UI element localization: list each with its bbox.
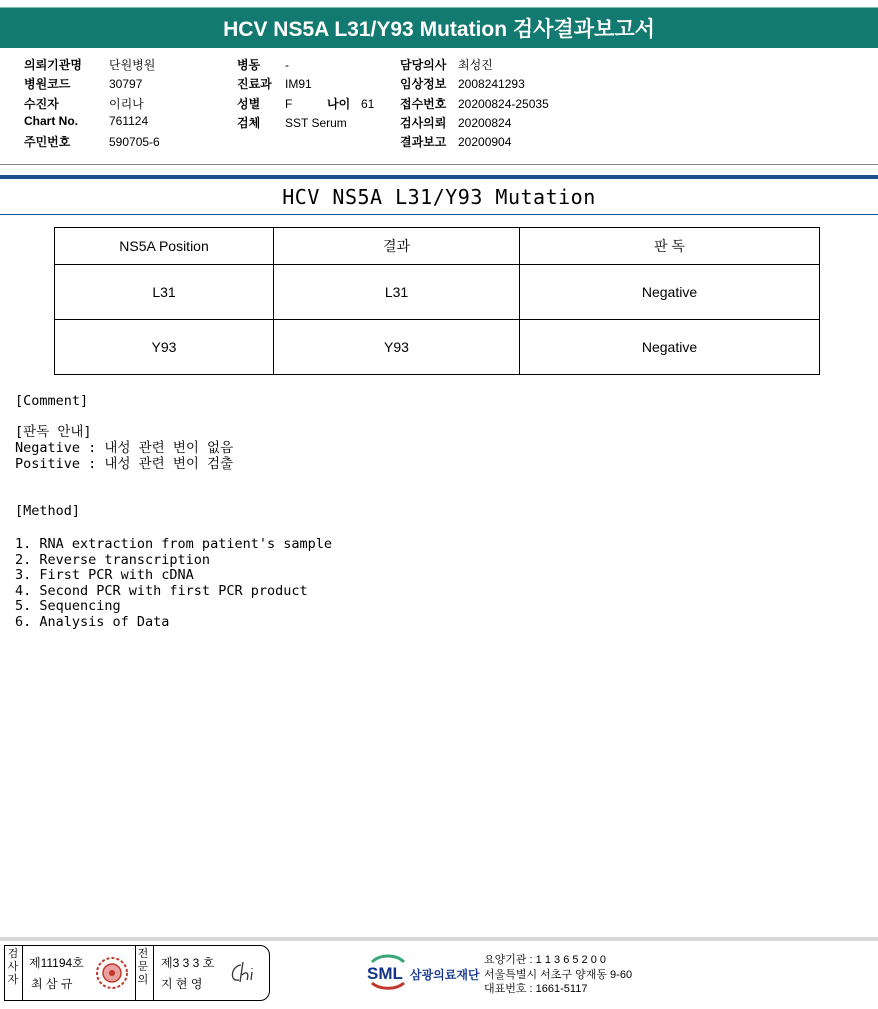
sml-logo-icon xyxy=(366,952,408,992)
info-row xyxy=(237,95,374,114)
info-row xyxy=(24,133,160,152)
age-label: 나이 xyxy=(327,96,351,111)
comment-heading: [Comment] xyxy=(15,393,89,409)
cell-interpretation: Negative xyxy=(520,265,820,320)
signature-icon xyxy=(227,960,265,986)
table-row xyxy=(55,320,820,375)
guide-line: Positive : 내성 관련 변이 검출 xyxy=(15,456,234,472)
examiner-label xyxy=(6,946,20,1000)
info-row xyxy=(400,114,549,133)
divider-blue xyxy=(0,175,878,179)
method-step: 6. Analysis of Data xyxy=(15,614,170,630)
specialist-number: 제3 3 3 호 xyxy=(161,956,215,970)
cell-position: L31 xyxy=(55,265,274,320)
info-label: 수진자 xyxy=(24,96,59,111)
header-interpretation: 판 독 xyxy=(520,228,820,265)
test-title: HCV NS5A L31/Y93 Mutation xyxy=(282,185,596,209)
method-step: 1. RNA extraction from patient's sample xyxy=(15,536,332,552)
age-value: 61 xyxy=(361,96,375,111)
patient-info-col2 xyxy=(237,56,374,133)
org-name: 삼광의료재단 xyxy=(410,968,480,982)
method-step: 5. Sequencing xyxy=(15,598,121,615)
info-value: 30797 xyxy=(109,77,143,92)
info-row xyxy=(237,75,374,94)
examiner-name: 최 삼 규 xyxy=(31,977,73,991)
info-value: 761124 xyxy=(109,113,149,128)
report-title: HCV NS5A L31/Y93 Mutation 검사결과보고서 xyxy=(0,7,878,48)
info-value: SST Serum xyxy=(285,115,347,130)
method-step: 3. First PCR with cDNA xyxy=(15,567,194,584)
method-heading: [Method] xyxy=(15,503,81,519)
info-row xyxy=(24,114,160,133)
divider xyxy=(22,946,23,1000)
info-label: 검사의뢰 xyxy=(400,115,447,130)
info-value: F xyxy=(285,96,293,111)
specialist-label-text: 전문의 xyxy=(137,948,149,986)
method-step: 4. Second PCR with first PCR product xyxy=(15,582,308,599)
info-label: 주민번호 xyxy=(24,135,71,150)
footer-divider xyxy=(0,937,878,941)
table-row xyxy=(55,265,820,320)
info-label: 성별 xyxy=(237,96,261,111)
info-value: 20200824-25035 xyxy=(458,96,549,111)
info-row xyxy=(24,75,160,94)
org-info xyxy=(484,953,632,997)
info-label: Chart No. xyxy=(24,113,78,128)
info-value: - xyxy=(285,58,289,72)
org-line: 요양기관 : 1 1 3 6 5 2 0 0 xyxy=(484,954,607,966)
cell-interpretation: Negative xyxy=(520,320,820,375)
info-label: 병원코드 xyxy=(24,77,71,92)
info-label: 임상정보 xyxy=(400,77,447,92)
specialist-name: 지 현 영 xyxy=(161,977,203,991)
divider-blue-thin xyxy=(0,214,878,215)
result-table xyxy=(54,227,820,375)
info-label: 의뢰기관명 xyxy=(24,58,82,72)
info-value: 20200904 xyxy=(458,135,512,150)
info-value: 590705-6 xyxy=(109,135,160,150)
info-label: 접수번호 xyxy=(400,96,447,111)
info-row xyxy=(400,133,549,152)
specialist-label xyxy=(136,946,150,1000)
info-row xyxy=(400,95,549,114)
header-position: NS5A Position xyxy=(55,228,274,265)
info-value: IM91 xyxy=(285,77,312,92)
signature-box xyxy=(4,945,270,1001)
info-label: 검체 xyxy=(237,115,261,130)
header-result: 결과 xyxy=(274,228,520,265)
info-label: 진료과 xyxy=(237,77,272,92)
cell-position: Y93 xyxy=(55,320,274,375)
cell-result: Y93 xyxy=(274,320,520,375)
info-value: 20200824 xyxy=(458,115,512,130)
guide-line: Negative : 내성 관련 변이 없음 xyxy=(15,440,234,456)
info-label: 병동 xyxy=(237,58,261,72)
info-label: 결과보고 xyxy=(400,135,447,150)
examiner-label-text: 검사자 xyxy=(7,948,19,986)
info-label: 담당의사 xyxy=(400,58,447,72)
info-row xyxy=(400,75,549,94)
info-row xyxy=(24,56,160,75)
info-value: 단원병원 xyxy=(109,58,156,72)
info-value: 최성진 xyxy=(458,58,493,72)
patient-info-col1 xyxy=(24,56,160,152)
table-header-row xyxy=(55,228,820,265)
method-step: 2. Reverse transcription xyxy=(15,551,211,568)
org-line: 대표번호 : 1661-5117 xyxy=(484,983,588,995)
patient-info-col3 xyxy=(400,56,549,152)
logo-text: SML xyxy=(367,964,403,983)
divider xyxy=(153,946,154,1000)
info-row xyxy=(237,56,374,75)
info-row xyxy=(237,114,374,133)
info-row xyxy=(24,95,160,114)
info-value: 2008241293 xyxy=(458,77,525,92)
seal-icon xyxy=(93,954,131,992)
examiner-number: 제11194호 xyxy=(29,956,84,970)
org-line: 서울특별시 서초구 양재동 9-60 xyxy=(484,968,633,981)
cell-result: L31 xyxy=(274,265,520,320)
divider xyxy=(0,164,878,165)
info-row xyxy=(400,56,549,75)
guide-heading: [판독 안내] xyxy=(15,424,92,440)
info-value: 이리나 xyxy=(109,96,144,111)
